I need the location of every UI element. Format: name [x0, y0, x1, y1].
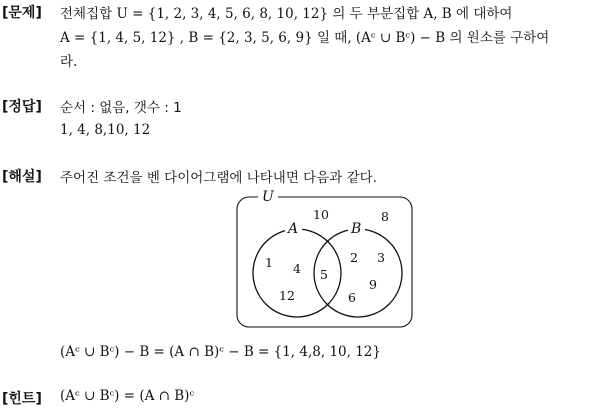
venn-element-a-4: 4	[293, 261, 301, 276]
venn-element-b-9: 9	[369, 277, 377, 292]
hint-formula: (Aᶜ ∪ Bᶜ) = (A ∩ B)ᶜ	[60, 388, 195, 404]
universe-label: U	[262, 189, 274, 205]
problem-line-3: 라.	[60, 54, 78, 70]
explanation-formula: (Aᶜ ∪ Bᶜ) − B = (A ∩ B)ᶜ − B = {1, 4,8, 10, 12}	[60, 344, 381, 360]
problem-line-2: A = {1, 4, 5, 12} , B = {2, 3, 5, 6, 9} 일 때, (Aᶜ ∪ Bᶜ) − B 의 원소를 구하여	[60, 30, 550, 46]
venn-element-b-2: 2	[350, 250, 358, 265]
set-a-label: A	[288, 221, 299, 237]
venn-diagram	[230, 186, 420, 332]
venn-element-a-1: 1	[265, 255, 273, 270]
answer-line-1: 순서 : 없음, 갯수 : 1	[60, 100, 182, 116]
hint-tag: [힌트]	[2, 391, 42, 407]
problem-tag: [문제]	[2, 5, 42, 21]
venn-element-both-5: 5	[320, 267, 328, 282]
explanation-tag: [해설]	[2, 169, 42, 185]
venn-element-a-12: 12	[279, 288, 295, 303]
venn-element-b-6: 6	[348, 290, 356, 305]
venn-element-b-3: 3	[377, 250, 385, 265]
answer-tag: [정답]	[2, 99, 42, 115]
explanation-line-1: 주어진 조건을 벤 다이어그램에 나타내면 다음과 같다.	[60, 170, 377, 186]
venn-element-outside-8: 8	[381, 209, 389, 224]
venn-element-outside-10: 10	[313, 207, 329, 222]
answer-line-2: 1, 4, 8,10, 12	[60, 122, 151, 138]
set-b-label: B	[351, 221, 362, 237]
problem-line-1: 전체집합 U = {1, 2, 3, 4, 5, 6, 8, 10, 12} 의 두 부분집합 A, B 에 대하여	[60, 6, 513, 22]
